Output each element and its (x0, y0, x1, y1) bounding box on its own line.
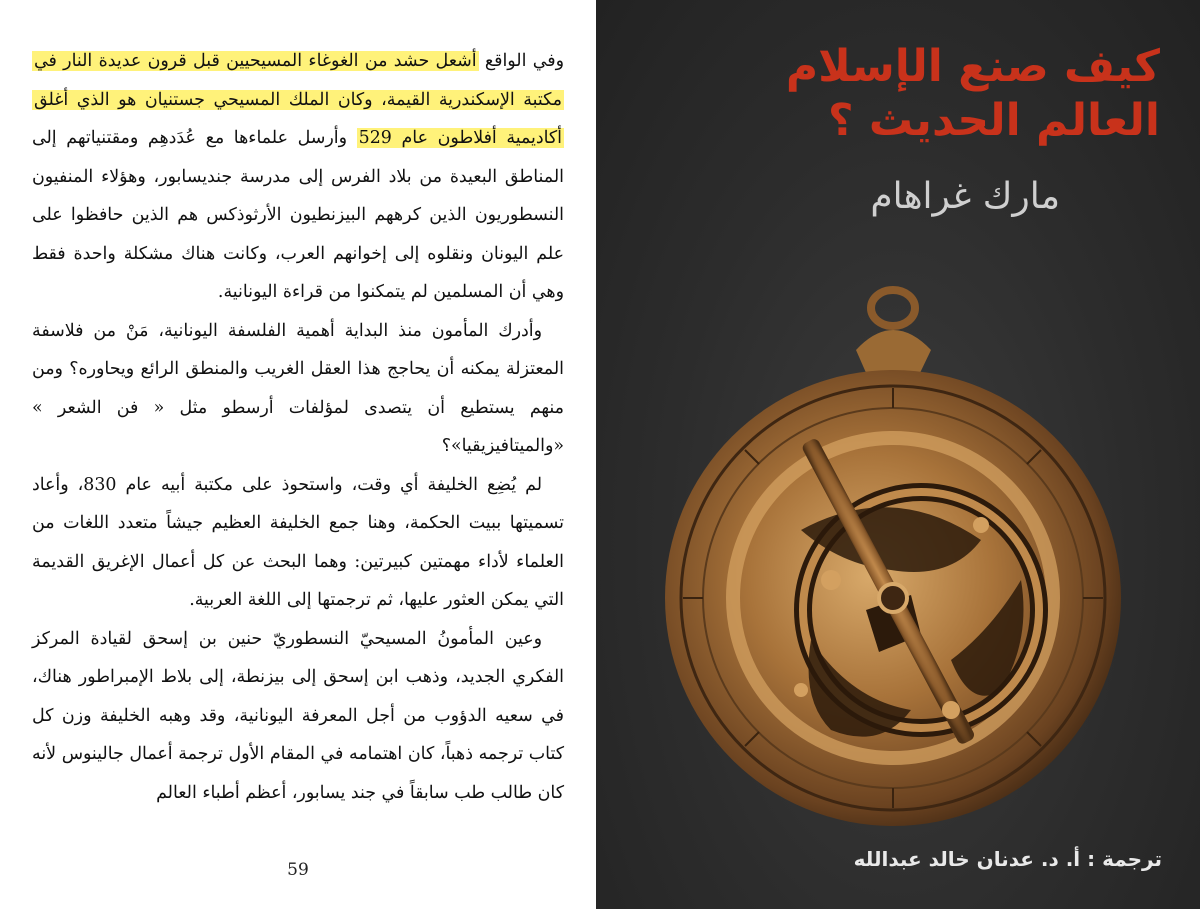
cover-title-line-2: العالم الحديث ؟ (828, 95, 1160, 146)
highlighted-passage: أشعل حشد من الغوغاء المسيحيين قبل قرون عديدة النار في مكتبة الإسكندرية القيمة، وكان الملك المسيحي جستنيان هو الذي أغلق أكاديمية أفلاطون عام 529 (34, 51, 562, 148)
cover-author: مارك غراهام (870, 176, 1060, 217)
page-body-text (32, 42, 564, 812)
paragraph-1-end: وأرسل علماءها مع عُدَدهِم ومقتنياتهم إلى المناطق البعيدة من بلاد الفرس إلى مدرسة جنديسابور، وهؤلاء المنفيون النسطوريون الذين كرههم البيزنطيون الأرثوذكس هم الذين حافظوا على علم اليونان ونقلوه إلى إخوانهم العرب، وكانت هناك مشكلة واحدة فقط وهي أن المسلمين لم يتمكنوا من قراءة اليونانية. (32, 128, 564, 302)
paragraph-3: لم يُضِع الخليفة أي وقت، واستحوذ على مكتبة أبيه عام 830، وأعاد تسميتها ببيت الحكمة، وهنا جمع الخليفة العظيم جيشاً متعدد اللغات من العلماء لأداء مهمتين كبيرتين: وهما البحث عن كل أعمال الإغريق القديمة التي يمكن العثور عليها، ثم ترجمتها إلى اللغة العربية. (32, 474, 564, 610)
cover-title-line-1: كيف صنع الإسلام (785, 41, 1160, 92)
astrolabe-throne (856, 330, 931, 375)
paragraph-2: وأدرك المأمون منذ البداية أهمية الفلسفة اليونانية، مَنْ من فلاسفة المعتزلة يمكنه أن يحاجج هذا العقل الغريب والمنطق الرائع ويحاوره؟ ومن منهم يستطيع أن يتصدى لمؤلفات أرسطو مثل « فن الشعر » «والميتافيزيقيا»؟ (32, 320, 564, 456)
astrolabe-image (651, 280, 1131, 840)
paragraph-1 (32, 42, 564, 312)
astrolabe-pin (879, 584, 907, 612)
cover-title (640, 40, 1160, 148)
cover-translator: ترجمة : أ. د. عدنان خالد عبدالله (853, 847, 1162, 871)
book-page-left (0, 0, 596, 909)
book-cover (596, 0, 1200, 909)
page-number: 59 (287, 860, 309, 880)
paragraph-1-start: وفي الواقع (478, 51, 564, 71)
paragraph-4: وعين المأمونُ المسيحيّ النسطوريّ حنين بن إسحق لقيادة المركز الفكري الجديد، وذهب ابن إسحق إلى بيزنطة، إلى بلاط الإمبراطور هناك، في سعيه الدؤوب من أجل المعرفة اليونانية، وقد وهبه الخليفة وزن كل كتاب ترجمه ذهباً، كان اهتمامه في المقام الأول ترجمة أعمال جالينوس لأنه كان طالب طب سابقاً في جند يسابور، أعظم أطباء العالم (32, 628, 564, 803)
astrolabe-ring (871, 290, 915, 326)
